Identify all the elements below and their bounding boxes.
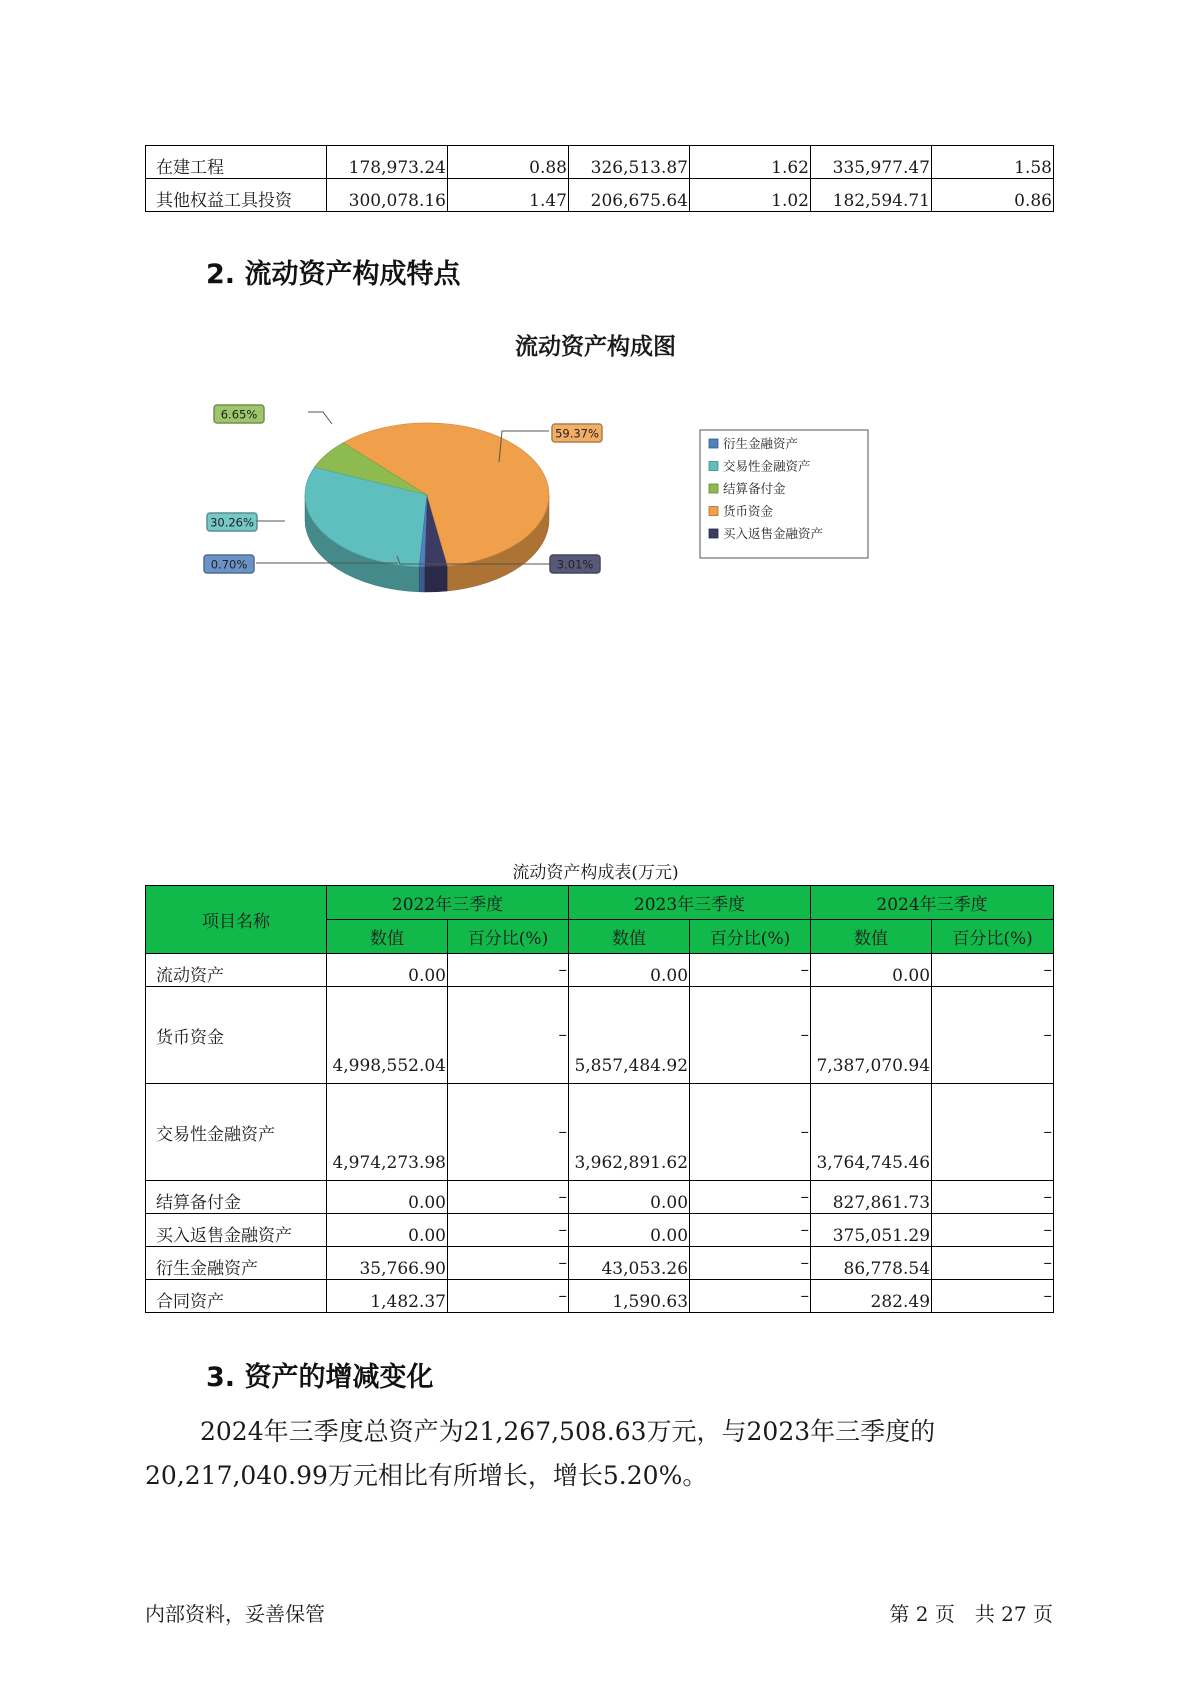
row-name: 其他权益工具投资	[146, 179, 327, 212]
header-year-2023: 2023年三季度	[569, 886, 811, 920]
percent-cell: –	[932, 987, 1054, 1084]
chart-title: 流动资产构成图	[515, 334, 676, 360]
value-2023: 206,675.64	[569, 179, 690, 212]
data-label	[207, 513, 257, 531]
percent-cell: –	[690, 1280, 811, 1313]
percent-2023: 1.62	[690, 146, 811, 179]
value-2022: 300,078.16	[327, 179, 448, 212]
svg-text:买入返售金融资产: 买入返售金融资产	[723, 526, 824, 541]
non-current-asset-table	[145, 145, 1054, 212]
header-row	[146, 886, 1054, 920]
value-cell: 0.00	[569, 1214, 690, 1247]
row-name: 买入返售金融资产	[146, 1214, 327, 1247]
data-label	[552, 424, 602, 442]
value-cell: 0.00	[569, 954, 690, 987]
table-caption: 流动资产构成表(万元)	[512, 863, 679, 883]
percent-cell: –	[932, 1084, 1054, 1181]
percent-cell: –	[932, 1280, 1054, 1313]
data-label	[214, 405, 264, 423]
label-leader-line	[308, 412, 332, 424]
row-name: 结算备付金	[146, 1181, 327, 1214]
percent-cell: –	[448, 1181, 569, 1214]
value-cell: 43,053.26	[569, 1247, 690, 1280]
value-cell: 0.00	[327, 1181, 448, 1214]
value-2024: 335,977.47	[811, 146, 932, 179]
value-cell: 35,766.90	[327, 1247, 448, 1280]
value-cell: 3,764,745.46	[811, 1084, 932, 1181]
row-name: 流动资产	[146, 954, 327, 987]
value-cell: 4,998,552.04	[327, 987, 448, 1084]
summary-paragraph: 2024年三季度总资产为21,267,508.63万元，与2023年三季度的20,217,040.99万元相比有所增长，增长5.20%。	[145, 1417, 936, 1490]
svg-text:0.70%: 0.70%	[210, 557, 248, 572]
header-percent: 百分比(%)	[690, 920, 811, 954]
percent-cell: –	[932, 1181, 1054, 1214]
percent-cell: –	[690, 987, 811, 1084]
table-row	[146, 954, 1054, 987]
current-asset-table	[145, 885, 1054, 1313]
legend-item	[709, 459, 811, 474]
percent-cell: –	[932, 954, 1054, 987]
legend-item	[709, 436, 798, 451]
percent-cell: –	[448, 1084, 569, 1181]
row-name: 衍生金融资产	[146, 1247, 327, 1280]
pie-chart	[190, 400, 890, 650]
percent-cell: –	[932, 1214, 1054, 1247]
chart-legend	[700, 430, 868, 558]
percent-2024: 0.86	[932, 179, 1054, 212]
percent-cell: –	[932, 1247, 1054, 1280]
value-cell: 5,857,484.92	[569, 987, 690, 1084]
svg-text:3.01%: 3.01%	[556, 557, 594, 572]
percent-2022: 0.88	[448, 146, 569, 179]
value-2023: 326,513.87	[569, 146, 690, 179]
value-cell: 0.00	[811, 954, 932, 987]
header-item: 项目名称	[146, 886, 327, 954]
legend-item	[709, 526, 823, 541]
svg-text:结算备付金: 结算备付金	[723, 481, 786, 496]
pie-slice-side	[419, 567, 424, 592]
header-percent: 百分比(%)	[448, 920, 569, 954]
section-heading: 3. 资产的增减变化	[206, 1362, 434, 1393]
header-value: 数值	[569, 920, 690, 954]
svg-text:6.65%: 6.65%	[220, 407, 258, 422]
percent-2024: 1.58	[932, 146, 1054, 179]
percent-cell: –	[690, 1214, 811, 1247]
row-name: 在建工程	[146, 146, 327, 179]
percent-cell: –	[448, 1214, 569, 1247]
value-cell: 0.00	[327, 1214, 448, 1247]
table-row	[146, 179, 1054, 212]
header-value: 数值	[327, 920, 448, 954]
value-cell: 827,861.73	[811, 1181, 932, 1214]
table-row	[146, 1084, 1054, 1181]
percent-cell: –	[690, 1181, 811, 1214]
row-name: 交易性金融资产	[146, 1084, 327, 1181]
table-row	[146, 1214, 1054, 1247]
svg-text:59.37%: 59.37%	[555, 426, 599, 441]
header-year-2024: 2024年三季度	[811, 886, 1054, 920]
value-cell: 1,590.63	[569, 1280, 690, 1313]
svg-text:衍生金融资产: 衍生金融资产	[723, 436, 799, 451]
page-number: 第 2 页 共 27 页	[889, 1602, 1053, 1626]
percent-cell: –	[448, 1247, 569, 1280]
footer-note: 内部资料，妥善保管	[145, 1602, 325, 1626]
header-year-2022: 2022年三季度	[327, 886, 569, 920]
header-percent: 百分比(%)	[932, 920, 1054, 954]
value-cell: 0.00	[569, 1181, 690, 1214]
value-cell: 7,387,070.94	[811, 987, 932, 1084]
svg-text:交易性金融资产: 交易性金融资产	[723, 458, 811, 474]
row-name: 合同资产	[146, 1280, 327, 1313]
pie-slice-side	[425, 566, 448, 592]
table-row	[146, 146, 1054, 179]
table-row	[146, 1181, 1054, 1214]
svg-text:30.26%: 30.26%	[210, 515, 254, 530]
value-2024: 182,594.71	[811, 179, 932, 212]
percent-2023: 1.02	[690, 179, 811, 212]
data-label	[204, 555, 254, 573]
percent-cell: –	[690, 1084, 811, 1181]
svg-text:货币资金: 货币资金	[723, 503, 774, 519]
value-cell: 4,974,273.98	[327, 1084, 448, 1181]
value-cell: 282.49	[811, 1280, 932, 1313]
table-row	[146, 1280, 1054, 1313]
table-row	[146, 987, 1054, 1084]
percent-cell: –	[448, 954, 569, 987]
header-value: 数值	[811, 920, 932, 954]
value-cell: 3,962,891.62	[569, 1084, 690, 1181]
value-cell: 375,051.29	[811, 1214, 932, 1247]
row-name: 货币资金	[146, 987, 327, 1084]
value-cell: 0.00	[327, 954, 448, 987]
percent-2022: 1.47	[448, 179, 569, 212]
value-cell: 86,778.54	[811, 1247, 932, 1280]
value-cell: 1,482.37	[327, 1280, 448, 1313]
percent-cell: –	[690, 954, 811, 987]
percent-cell: –	[448, 1280, 569, 1313]
data-label	[550, 555, 600, 573]
percent-cell: –	[690, 1247, 811, 1280]
table-row	[146, 1247, 1054, 1280]
section-heading: 2. 流动资产构成特点	[206, 259, 461, 290]
value-2022: 178,973.24	[327, 146, 448, 179]
percent-cell: –	[448, 987, 569, 1084]
